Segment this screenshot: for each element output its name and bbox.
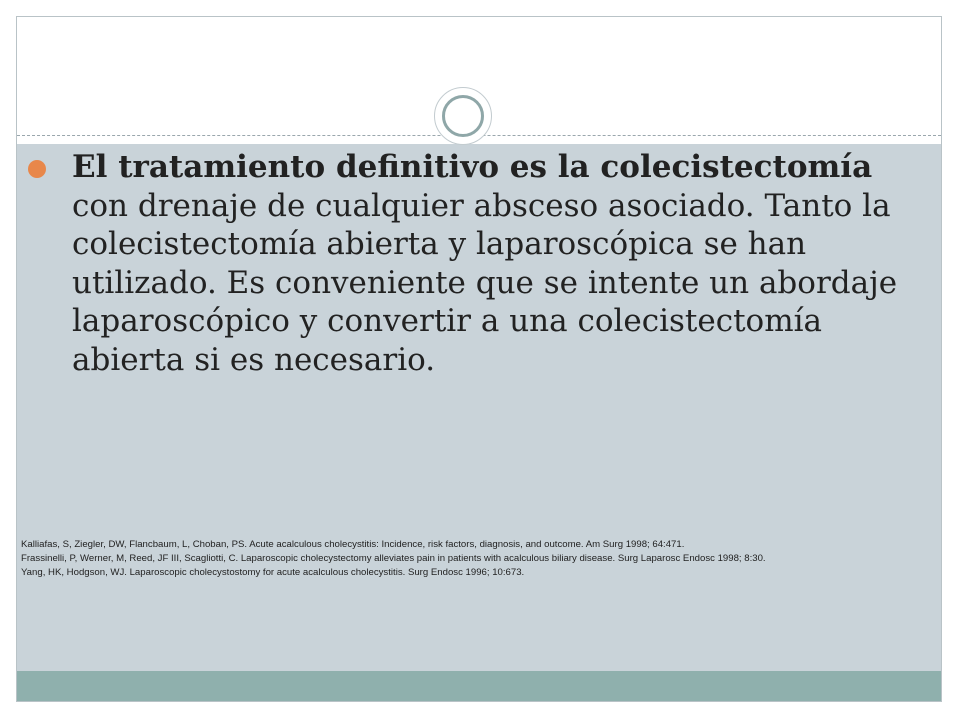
bullet-item — [28, 148, 908, 379]
bullet-list — [28, 148, 908, 379]
reference-line: Kalliafas, S, Ziegler, DW, Flancbaum, L, Choban, PS. Acute acalculous cholecystitis: Incidence, risk factors, diagnosis, and outcome. Am Surg 1998; 64:471. — [21, 539, 685, 550]
reference-line: Yang, HK, Hodgson, WJ. Laparoscopic cholecystostomy for acute acalculous cholecystitis. Surg Endosc 1996; 10:673. — [21, 567, 525, 578]
decorative-ring-icon — [442, 95, 484, 137]
reference-line: Frassinelli, P, Werner, M, Reed, JF III, Scagliotti, C. Laparoscopic cholecystectomy alleviates pain in patients with acalculous biliary disease. Surg Laparosc Endosc 1998; 8:30. — [21, 553, 766, 564]
references — [21, 538, 911, 580]
footer-band — [17, 671, 941, 702]
bullet-body-text: con drenaje de cualquier absceso asociado. Tanto la colecistectomía abierta y laparoscópica se han utilizado. Es conveniente que se intente un abordaje laparoscópico y convertir a una colecistectomía abierta si es necesario. — [72, 187, 898, 378]
bullet-bold-text: El tratamiento definitivo es la colecistectomía — [72, 149, 873, 185]
bullet-dot-icon — [28, 160, 46, 178]
decorative-circle-icon — [434, 87, 492, 145]
